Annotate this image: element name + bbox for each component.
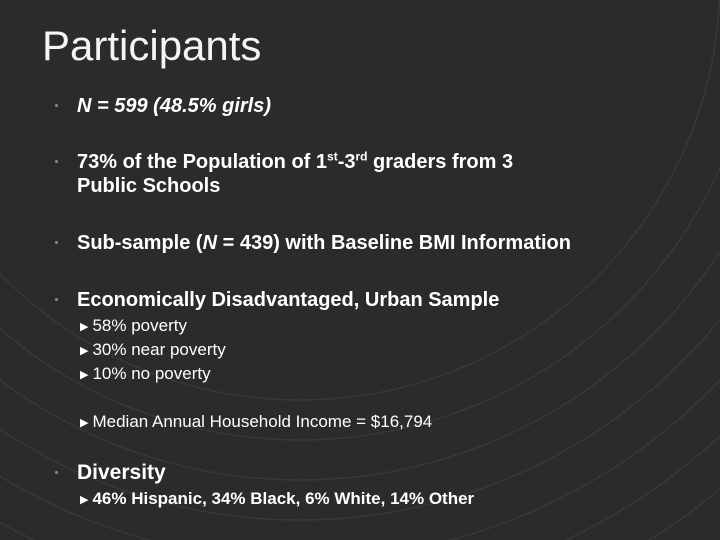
sub-bullet-icon: ▶ (80, 321, 89, 333)
sub-item-no-poverty (80, 364, 211, 386)
bullet-text (77, 94, 271, 118)
population-text-line2: Public Schools (77, 175, 221, 197)
bullet-dot (55, 160, 58, 163)
sample-size-text: = 599 (48.5% girls) (91, 95, 271, 117)
slide-title: Participants (42, 22, 262, 69)
bullet-dot (55, 241, 58, 244)
bullet-dot (55, 104, 58, 107)
bullet-text (77, 150, 513, 198)
sub-bullet-icon: ▶ (80, 345, 89, 357)
bullet-text (77, 231, 571, 255)
ordinal-rd: rd (355, 149, 368, 164)
sub-item-text: Median Annual Household Income = $16,794 (92, 412, 433, 431)
population-text-a: 73% of the Population of 1 (77, 151, 328, 173)
ordinal-st: st (327, 149, 338, 164)
sub-item-ethnicity (80, 489, 474, 511)
sub-bullet-icon: ▶ (80, 369, 89, 381)
n-label: N (77, 95, 92, 117)
bullet-text: Diversity (77, 461, 166, 484)
bullet-dot (55, 298, 58, 301)
population-text-c: graders from 3 (367, 151, 514, 173)
sub-item-near-poverty (80, 340, 226, 362)
sub-item-poverty (80, 316, 187, 338)
population-text-b: -3 (337, 151, 356, 173)
subsample-text-b: = 439) with Baseline BMI Information (217, 232, 571, 254)
bullet-text: Economically Disadvantaged, Urban Sample (77, 289, 500, 311)
subsample-text-a: Sub-sample ( (77, 232, 203, 254)
sub-bullet-icon: ▶ (80, 494, 89, 506)
sub-bullet-icon: ▶ (80, 417, 89, 429)
sub-item-income (80, 412, 432, 434)
sub-item-text: 10% no poverty (92, 364, 211, 383)
sub-item-text: 30% near poverty (92, 340, 226, 359)
n-label: N (202, 232, 218, 254)
sub-item-text: 46% Hispanic, 34% Black, 6% White, 14% Other (92, 489, 475, 508)
sub-item-text: 58% poverty (92, 316, 187, 335)
bullet-dot (55, 471, 58, 474)
